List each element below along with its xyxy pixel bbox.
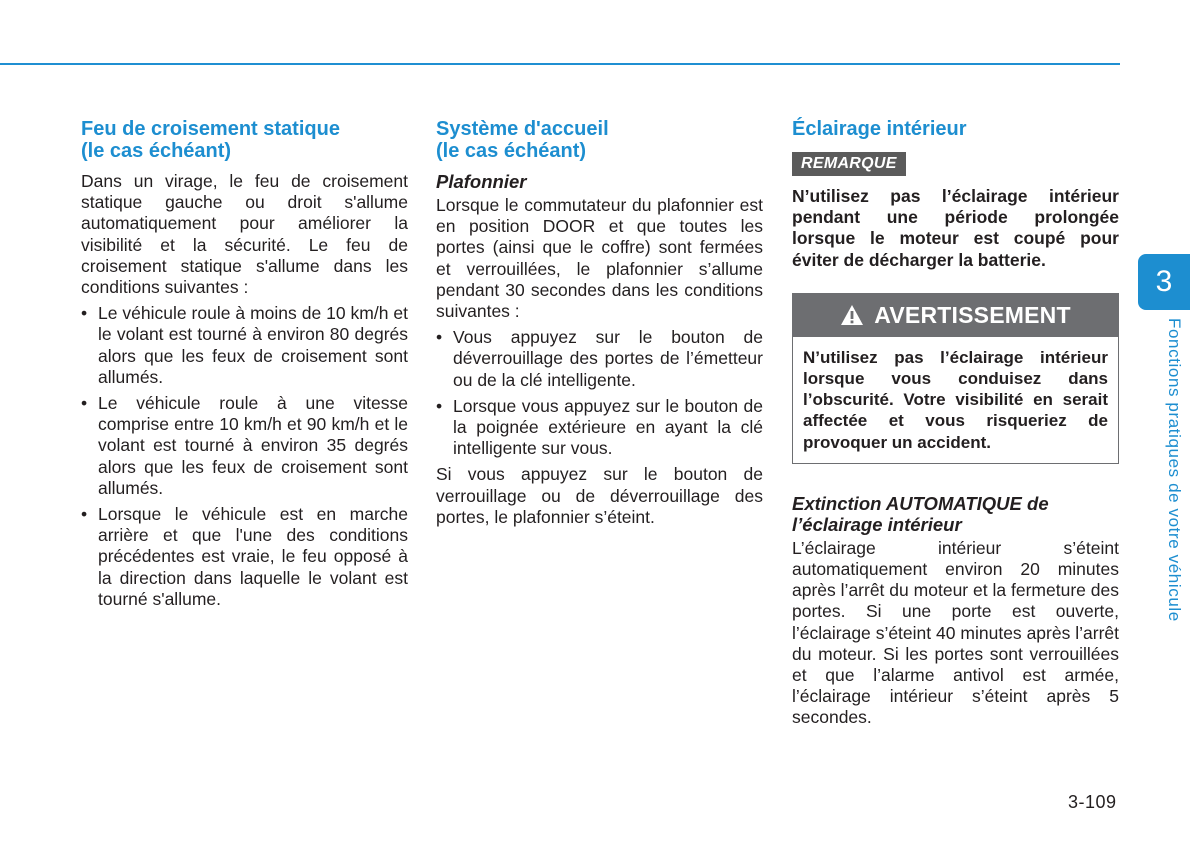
- list-item: • Le véhicule roule à moins de 10 km/h et le volant est tourné à environ 80 degrés alors que les feux de croisement sont allumés.: [81, 303, 408, 387]
- warning-box: [792, 293, 1119, 464]
- note-badge: REMARQUE: [792, 152, 906, 176]
- auto-off-paragraph: L’éclairage intérieur s’éteint automatiquement environ 20 minutes après l’arrêt du moteur et la fermeture des portes. Si une porte est ouverte, l’éclairage s’éteint 40 minutes après l’arrêt du moteur. Si les portes sont verrouillées et que l’alarme antivol est armée, l’éclairage intérieur s’éteint après 5 secondes.: [792, 537, 1119, 728]
- list-item: • Lorsque vous appuyez sur le bouton de la poignée extérieure en ayant la clé intelligente sur vous.: [436, 395, 763, 459]
- section-title-welcome-system: [436, 118, 763, 162]
- column-interior-light: [792, 118, 1119, 729]
- warning-triangle-icon: [840, 304, 864, 326]
- note-text: N’utilisez pas l’éclairage intérieur pendant une période prolongée lorsque le moteur est coupé pour éviter de décharger la batterie.: [792, 186, 1119, 270]
- subtitle-dome-light: Plafonnier: [436, 171, 527, 192]
- bullet-icon: •: [436, 327, 443, 348]
- intro-paragraph: Dans un virage, le feu de croisement statique gauche ou droit s'allume automatiquement pour améliorer la visibilité et la sécurité. Le feu de croisement statique s'allume dans les conditions suivantes :: [81, 171, 408, 298]
- bullet-icon: •: [81, 303, 88, 324]
- top-rule: [0, 63, 1120, 65]
- chapter-title: Fonctions pratiques de votre véhicule: [1165, 318, 1184, 622]
- page-number: 3-109: [1068, 792, 1117, 812]
- section-title-interior-light: Éclairage intérieur: [792, 118, 967, 140]
- conditions-list: [81, 303, 408, 610]
- list-item: • Le véhicule roule à une vitesse comprise entre 10 km/h et 90 km/h et le volant est tourné à environ 35 degrés alors que les feux de croisement sont allumés.: [81, 393, 408, 498]
- section-title-static-bending-light: [81, 118, 408, 162]
- bullet-icon: •: [81, 504, 88, 525]
- outro-paragraph: Si vous appuyez sur le bouton de verrouillage ou de déverrouillage des portes, le plafonnier s’éteint.: [436, 464, 763, 527]
- warning-header: [793, 294, 1118, 337]
- auto-off-section: [792, 493, 1119, 729]
- list-item: • Lorsque le véhicule est en marche arrière et que l'une des conditions précédentes est vraie, le feu opposé à la direction dans laquelle le volant est tourné s'allume.: [81, 504, 408, 609]
- subtitle-auto-off: Extinction AUTOMATIQUE de l’éclairage intérieur: [792, 492, 1049, 535]
- chapter-tab: 3: [1138, 254, 1190, 310]
- title-line-1: Système d'accueil: [436, 118, 609, 140]
- column-welcome-system: [436, 118, 763, 528]
- warning-body: [793, 337, 1118, 463]
- column-static-bending-light: [81, 118, 408, 610]
- conditions-list: [436, 327, 763, 459]
- warning-label: AVERTISSEMENT: [874, 301, 1071, 328]
- title-line-1: Feu de croisement statique: [81, 118, 340, 140]
- title-line-2: (le cas échéant): [81, 140, 232, 162]
- intro-paragraph: Lorsque le commutateur du plafonnier est en position DOOR et que toutes les portes (ainsi que le coffre) sont fermées et verrouillées, le plafonnier s’allume pendant 30 secondes dans les conditions suivantes :: [436, 195, 763, 322]
- title-line-2: (le cas échéant): [436, 140, 587, 162]
- list-item: • Vous appuyez sur le bouton de déverrouillage des portes de l’émetteur ou de la clé intelligente.: [436, 327, 763, 390]
- bullet-icon: •: [81, 393, 88, 414]
- warning-text: N’utilisez pas l’éclairage intérieur lorsque vous conduisez dans l’obscurité. Votre visibilité en serait affectée et vous risqueriez de provoquer un accident.: [803, 347, 1108, 452]
- bullet-icon: •: [436, 395, 443, 416]
